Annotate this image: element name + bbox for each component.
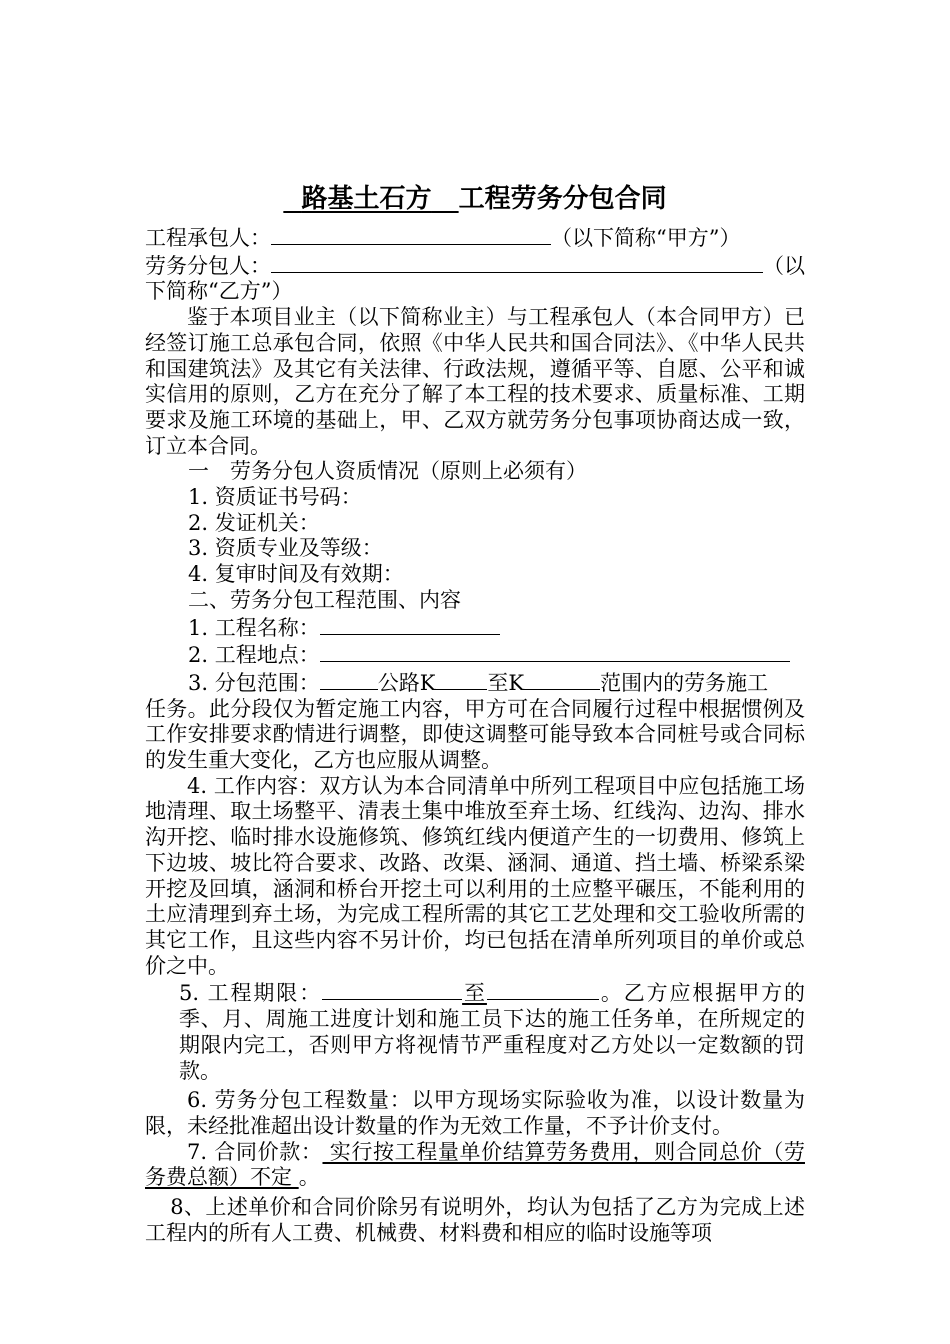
- section2-item-6: 6. 劳务分包工程数量：以甲方现场实际验收为准，以设计数量为限，未经批准超出设计数量的作为无效工作量，不予计价支付。: [145, 1088, 805, 1138]
- period-label: 5. 工程期限：: [179, 981, 323, 1006]
- contractor-suffix: （以下简称“甲方”）: [551, 226, 741, 250]
- section1-heading: 一 劳务分包人资质情况（原则上必须有）: [188, 459, 587, 484]
- contract-title: [0, 182, 950, 216]
- scope-blank-2: [435, 669, 487, 690]
- subcontractor-line: [145, 252, 805, 280]
- contractor-label: 工程承包人：: [145, 226, 271, 250]
- contract-body: [145, 224, 805, 1246]
- project-name-label: 1. 工程名称：: [188, 615, 320, 640]
- subcontractor-label: 劳务分包人：: [145, 253, 271, 278]
- title-project-name-text: 路基土石方: [301, 184, 432, 214]
- project-location-label: 2. 工程地点：: [188, 643, 320, 668]
- scope-blank-1: [320, 669, 378, 690]
- contractor-line: [145, 224, 805, 252]
- preamble: 鉴于本项目业主（以下简称业主）与工程承包人（本合同甲方）已经签订施工总承包合同，依照《中华人民共和国合同法》、《中华人民共和国建筑法》及其它有关法律、行政法规，遵循平等、自愿、公平和诚实信用的原则，乙方在充分了解了本工程的技术要求、质量标准、工期要求及施工环境的基础上，甲、乙双方就劳务分包事项协商达成一致，订立本合同。: [145, 305, 805, 458]
- scope-label: 3. 分包范围：: [188, 670, 320, 695]
- contractor-blank: [271, 224, 551, 245]
- section2-item-3: [145, 669, 805, 697]
- section2-item-5: [145, 979, 805, 1084]
- price-text: 实行按工程量单价结算劳务费用，则合同总价（劳务费总额）不定: [145, 1139, 805, 1190]
- project-location-blank: [320, 641, 790, 662]
- section2-heading: 二、劳务分包工程范围、内容: [188, 587, 461, 612]
- scope-from-label: 公路K: [377, 670, 436, 695]
- section1-item-4: 4. 复审时间及有效期：: [188, 562, 404, 587]
- section1-item-3: 3. 资质专业及等级：: [188, 536, 383, 561]
- scope-blank-3: [524, 669, 600, 690]
- price-end: 。: [298, 1165, 320, 1190]
- section2-item-3-rest: 任务。此分段仅为暂定施工内容，甲方可在合同履行过程中根据惯例及工作安排要求酌情进行调整，即使这调整可能导致本合同桩号或合同标的发生重大变化，乙方也应服从调整。: [145, 696, 805, 773]
- title-rest: 工程劳务分包合同: [458, 184, 667, 214]
- section2-item-8: 8、上述单价和合同价除另有说明外，均认为包括了乙方为完成上述工程内的所有人工费、机械费、材料费和相应的临时设施等项: [145, 1195, 805, 1245]
- scope-suffix: 范围内的劳务施工: [600, 670, 769, 695]
- section2-item-2: [145, 641, 805, 669]
- price-label: 7. 合同价款：: [187, 1139, 323, 1164]
- period-blank-1: [322, 979, 462, 1000]
- period-to: 至: [462, 981, 487, 1006]
- title-project-name: [283, 184, 458, 214]
- section1-item-1: 1. 资质证书号码：: [188, 485, 362, 510]
- subcontractor-blank: [271, 252, 763, 273]
- section2-item-1: [145, 614, 805, 642]
- section1-item-2: 2. 发证机关：: [188, 510, 320, 535]
- subcontractor-suffix-a: （以: [763, 253, 805, 278]
- period-text: 。乙方应根据甲方的季、月、周施工进度计划和施工员下达的施工任务单，在所规定的期限内完工，否则甲方将视情节严重程度对乙方处以一定数额的罚款。: [179, 981, 806, 1083]
- period-blank-2: [487, 979, 599, 1000]
- section2-item-4: 4. 工作内容：双方认为本合同清单中所列工程项目中应包括施工场地清理、取土场整平、清表土集中堆放至弃土场、红线沟、边沟、排水沟开挖、临时排水设施修筑、修筑红线内便道产生的一切费用、修筑上下边坡、坡比符合要求、改路、改渠、涵洞、通道、挡土墙、桥梁系梁开挖及回填，涵洞和桥台开挖土可以利用的土应整平碾压，不能利用的土应清理到弃土场，为完成工程所需的其它工艺处理和交工验收所需的其它工作，且这些内容不另计价，均已包括在清单所列项目的单价或总价之中。: [145, 773, 805, 978]
- project-name-blank: [320, 614, 500, 635]
- subcontractor-line-2: 下简称“乙方”）: [145, 279, 293, 304]
- scope-to-label: 至K: [487, 670, 525, 695]
- section2-item-7: [145, 1140, 805, 1191]
